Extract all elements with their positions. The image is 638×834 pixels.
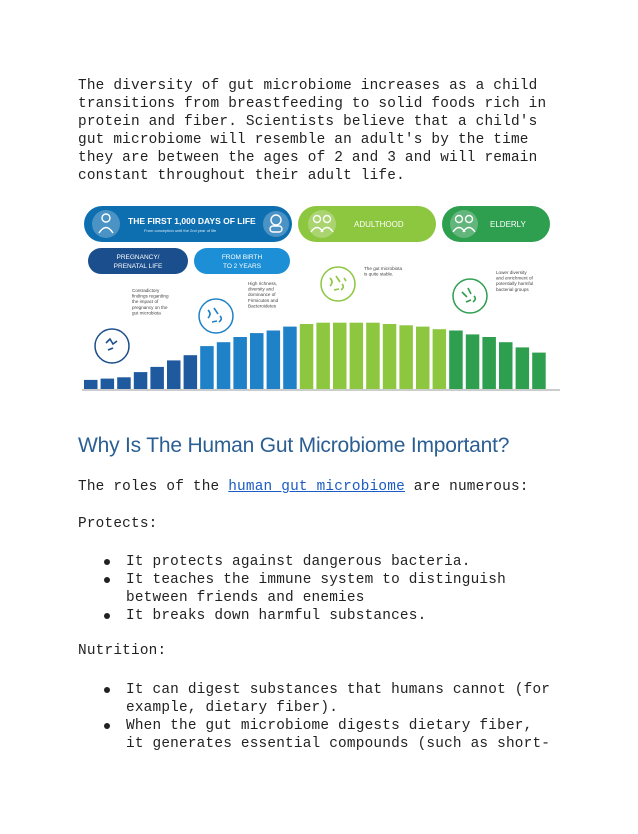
diversity-bar (366, 323, 380, 389)
diversity-bars (84, 323, 546, 389)
adult-icon-badge (308, 210, 336, 238)
diversity-bar (399, 325, 413, 389)
note-line: diversity and (248, 286, 274, 292)
pregnancy-label-line1: PREGNANCY/ (116, 254, 160, 261)
pregnancy-pill (88, 248, 188, 274)
microbe-circle-pregnancy (95, 329, 129, 363)
note-line: potentially harmful (496, 281, 534, 287)
section-heading: Why Is The Human Gut Microbiome Important? (78, 434, 510, 457)
note-line: Firmicutes and (248, 297, 279, 303)
diversity-bar (167, 360, 181, 389)
diversity-bar (150, 367, 164, 389)
microbe-circle-elderly (453, 279, 487, 313)
microbe-circle-birth (199, 299, 233, 333)
diversity-bar (333, 323, 347, 389)
note-line: findings regarding (132, 293, 169, 299)
diversity-bar (250, 333, 264, 389)
diversity-bar (433, 329, 447, 389)
gut-microbiome-infographic (78, 198, 564, 394)
note-line: dominance of (248, 292, 276, 298)
adulthood-label: ADULTHOOD (354, 220, 404, 229)
pregnancy-label-line2: PRENATAL LIFE (113, 263, 163, 270)
diversity-bar (482, 337, 496, 389)
nutrition-list (78, 681, 578, 753)
note-line: Contradictory (132, 288, 160, 293)
protects-list (78, 553, 578, 625)
note-line: Lower diversity (496, 270, 527, 275)
elderly-label: ELDERLY (490, 220, 526, 229)
list-item: It protects against dangerous bacteria. (78, 553, 578, 571)
microbe-circle-adult (321, 267, 355, 301)
diversity-bar (217, 342, 231, 389)
diversity-bar (267, 331, 281, 390)
note-line: the impact of (132, 299, 159, 305)
diversity-bar (532, 353, 546, 389)
diversity-bar (316, 323, 330, 389)
diversity-bar (499, 342, 513, 389)
birth-label-line1: FROM BIRTH (221, 254, 263, 261)
note-line: gut microbiota (132, 310, 161, 316)
birth-label-line2: TO 2 YEARS (222, 263, 262, 270)
roles-before: The roles of the (78, 479, 229, 495)
intro-paragraph: The diversity of gut microbiome increases as a child transitions from breastfeeding to solid foods rich in protein and fiber. Scientists believe that a child's gut microbiome will resemble an adult's by the time they are between the ages of 2 and 3 and will remain constant throughout their adult life. (78, 78, 547, 184)
diversity-bar (117, 377, 131, 389)
list-item: When the gut microbiome digests dietary fiber, it generates essential compounds (such as short- (78, 717, 578, 753)
note-line: Bacteroidetes (248, 303, 277, 309)
diversity-bar (516, 347, 530, 389)
list-item: It can digest substances that humans cannot (for example, dietary fiber). (78, 681, 578, 717)
nutrition-label: Nutrition: (78, 643, 167, 659)
protects-label: Protects: (78, 516, 158, 532)
note-line: The gut microbiota (364, 266, 403, 271)
list-item: It breaks down harmful substances. (78, 607, 578, 625)
diversity-bar (466, 334, 480, 389)
birth-pill (194, 248, 290, 274)
diversity-bar (233, 337, 247, 389)
diversity-bar (350, 323, 364, 389)
roles-after: are numerous: (404, 479, 529, 495)
diversity-bar (134, 372, 148, 389)
note-line: bacterial groups (496, 286, 529, 292)
elderly-icon-badge (450, 210, 478, 238)
note-line: is quite stable. (364, 271, 394, 277)
note-line: High richness, (248, 281, 278, 286)
note-line: pregnancy on the (132, 304, 168, 310)
note-elderly (496, 270, 533, 292)
note-adult (364, 266, 402, 277)
note-line: and enrichment of (496, 275, 533, 281)
diversity-bar (383, 324, 397, 389)
note-birth (248, 281, 279, 308)
banner-subtitle: From conception until the 2nd year of life (144, 228, 217, 233)
diversity-bar (449, 331, 463, 390)
banner-title: THE FIRST 1,000 DAYS OF LIFE (128, 216, 256, 226)
human-gut-microbiome-link[interactable]: human gut microbiome (228, 479, 405, 495)
diversity-bar (200, 346, 214, 389)
diversity-bar (416, 327, 430, 389)
diversity-bar (184, 355, 198, 389)
diversity-bar (300, 324, 314, 389)
diversity-bar (101, 379, 115, 389)
note-pregnancy (132, 288, 169, 315)
roles-sentence (78, 478, 529, 496)
list-item: It teaches the immune system to distinguish between friends and enemies (78, 571, 578, 607)
diversity-bar (84, 380, 98, 389)
diversity-bar (283, 327, 297, 389)
